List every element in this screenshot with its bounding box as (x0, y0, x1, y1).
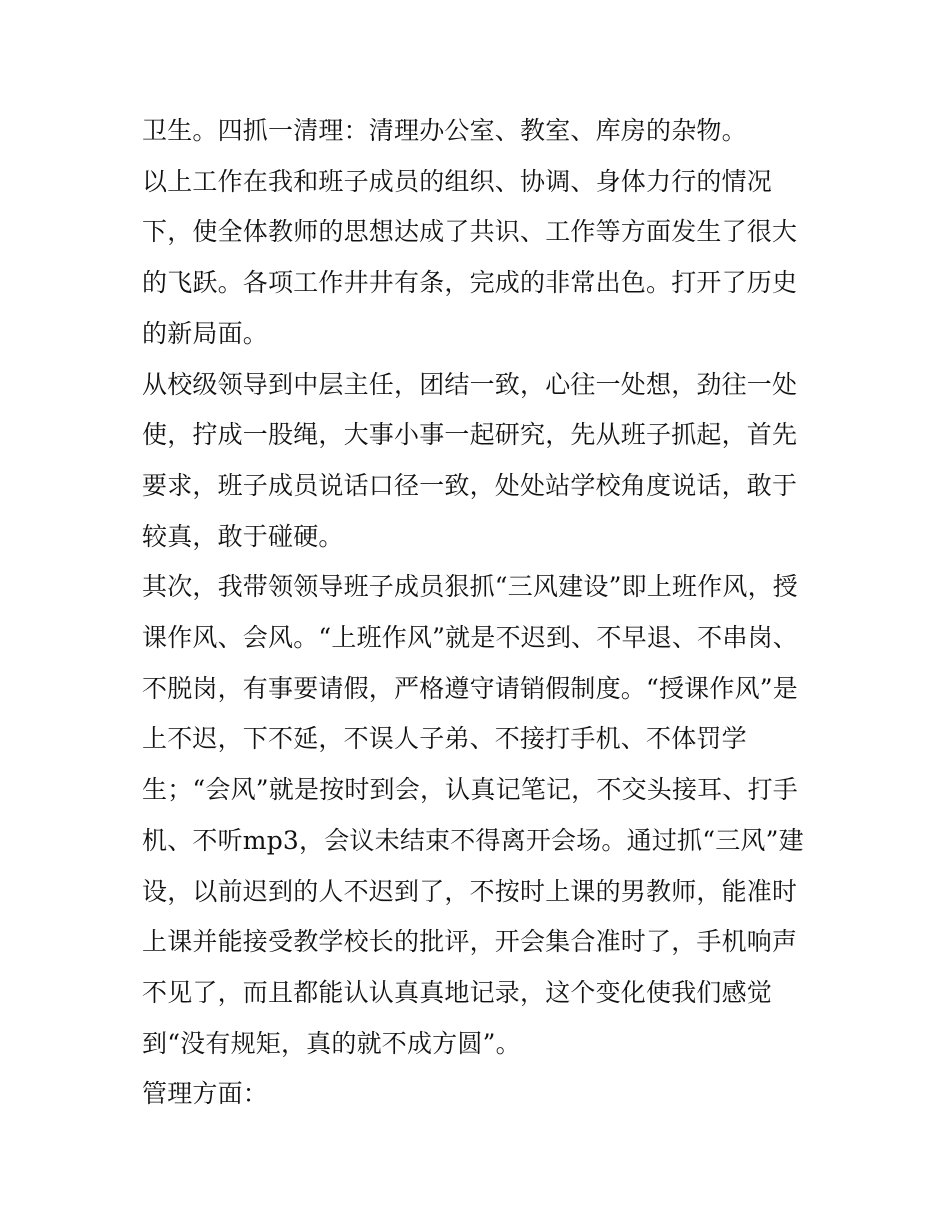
paragraph-3: 从校级领导到中层主任，团结一致，心往一处想，劲往一处使，拧成一股绳，大事小事一起研究，先从班子抓起，首先要求，班子成员说话口径一致，处处站学校角度说话，敢于较真，敢于碰硬。 (142, 369, 798, 551)
paragraph-1: 卫生。四抓一清理：清理办公室、教室、库房的杂物。 (142, 116, 747, 145)
section-heading-management: 管理方面： (142, 1079, 269, 1109)
paragraph-4: 其次，我带领领导班子成员狠抓“三风建设”即上班作风，授课作风、会风。“上班作风”就是不迟到、不早退、不串岗、不脱岗，有事要请假，严格遵守请销假制度。“授课作风”是上不迟，下不延，不误人子弟、不接打手机、不体罚学生；“会风”就是按时到会，认真记笔记，不交头接耳、打手机、不听mp3，会议未结束不得离开会场。通过抓“三风”建设，以前迟到的人不迟到了，不按时上课的男教师，能准时上课并能接受教学校长的批评，开会集合准时了，手机响声不见了，而且都能认认真真地记录，这个变化使我们感觉到“没有规矩，真的就不成方圆”。 (142, 572, 804, 1058)
paragraph-2: 以上工作在我和班子成员的组织、协调、身体力行的情况下，使全体教师的思想达成了共识、工作等方面发生了很大的飞跃。各项工作井井有条，完成的非常出色。打开了历史的新局面。 (142, 166, 798, 348)
